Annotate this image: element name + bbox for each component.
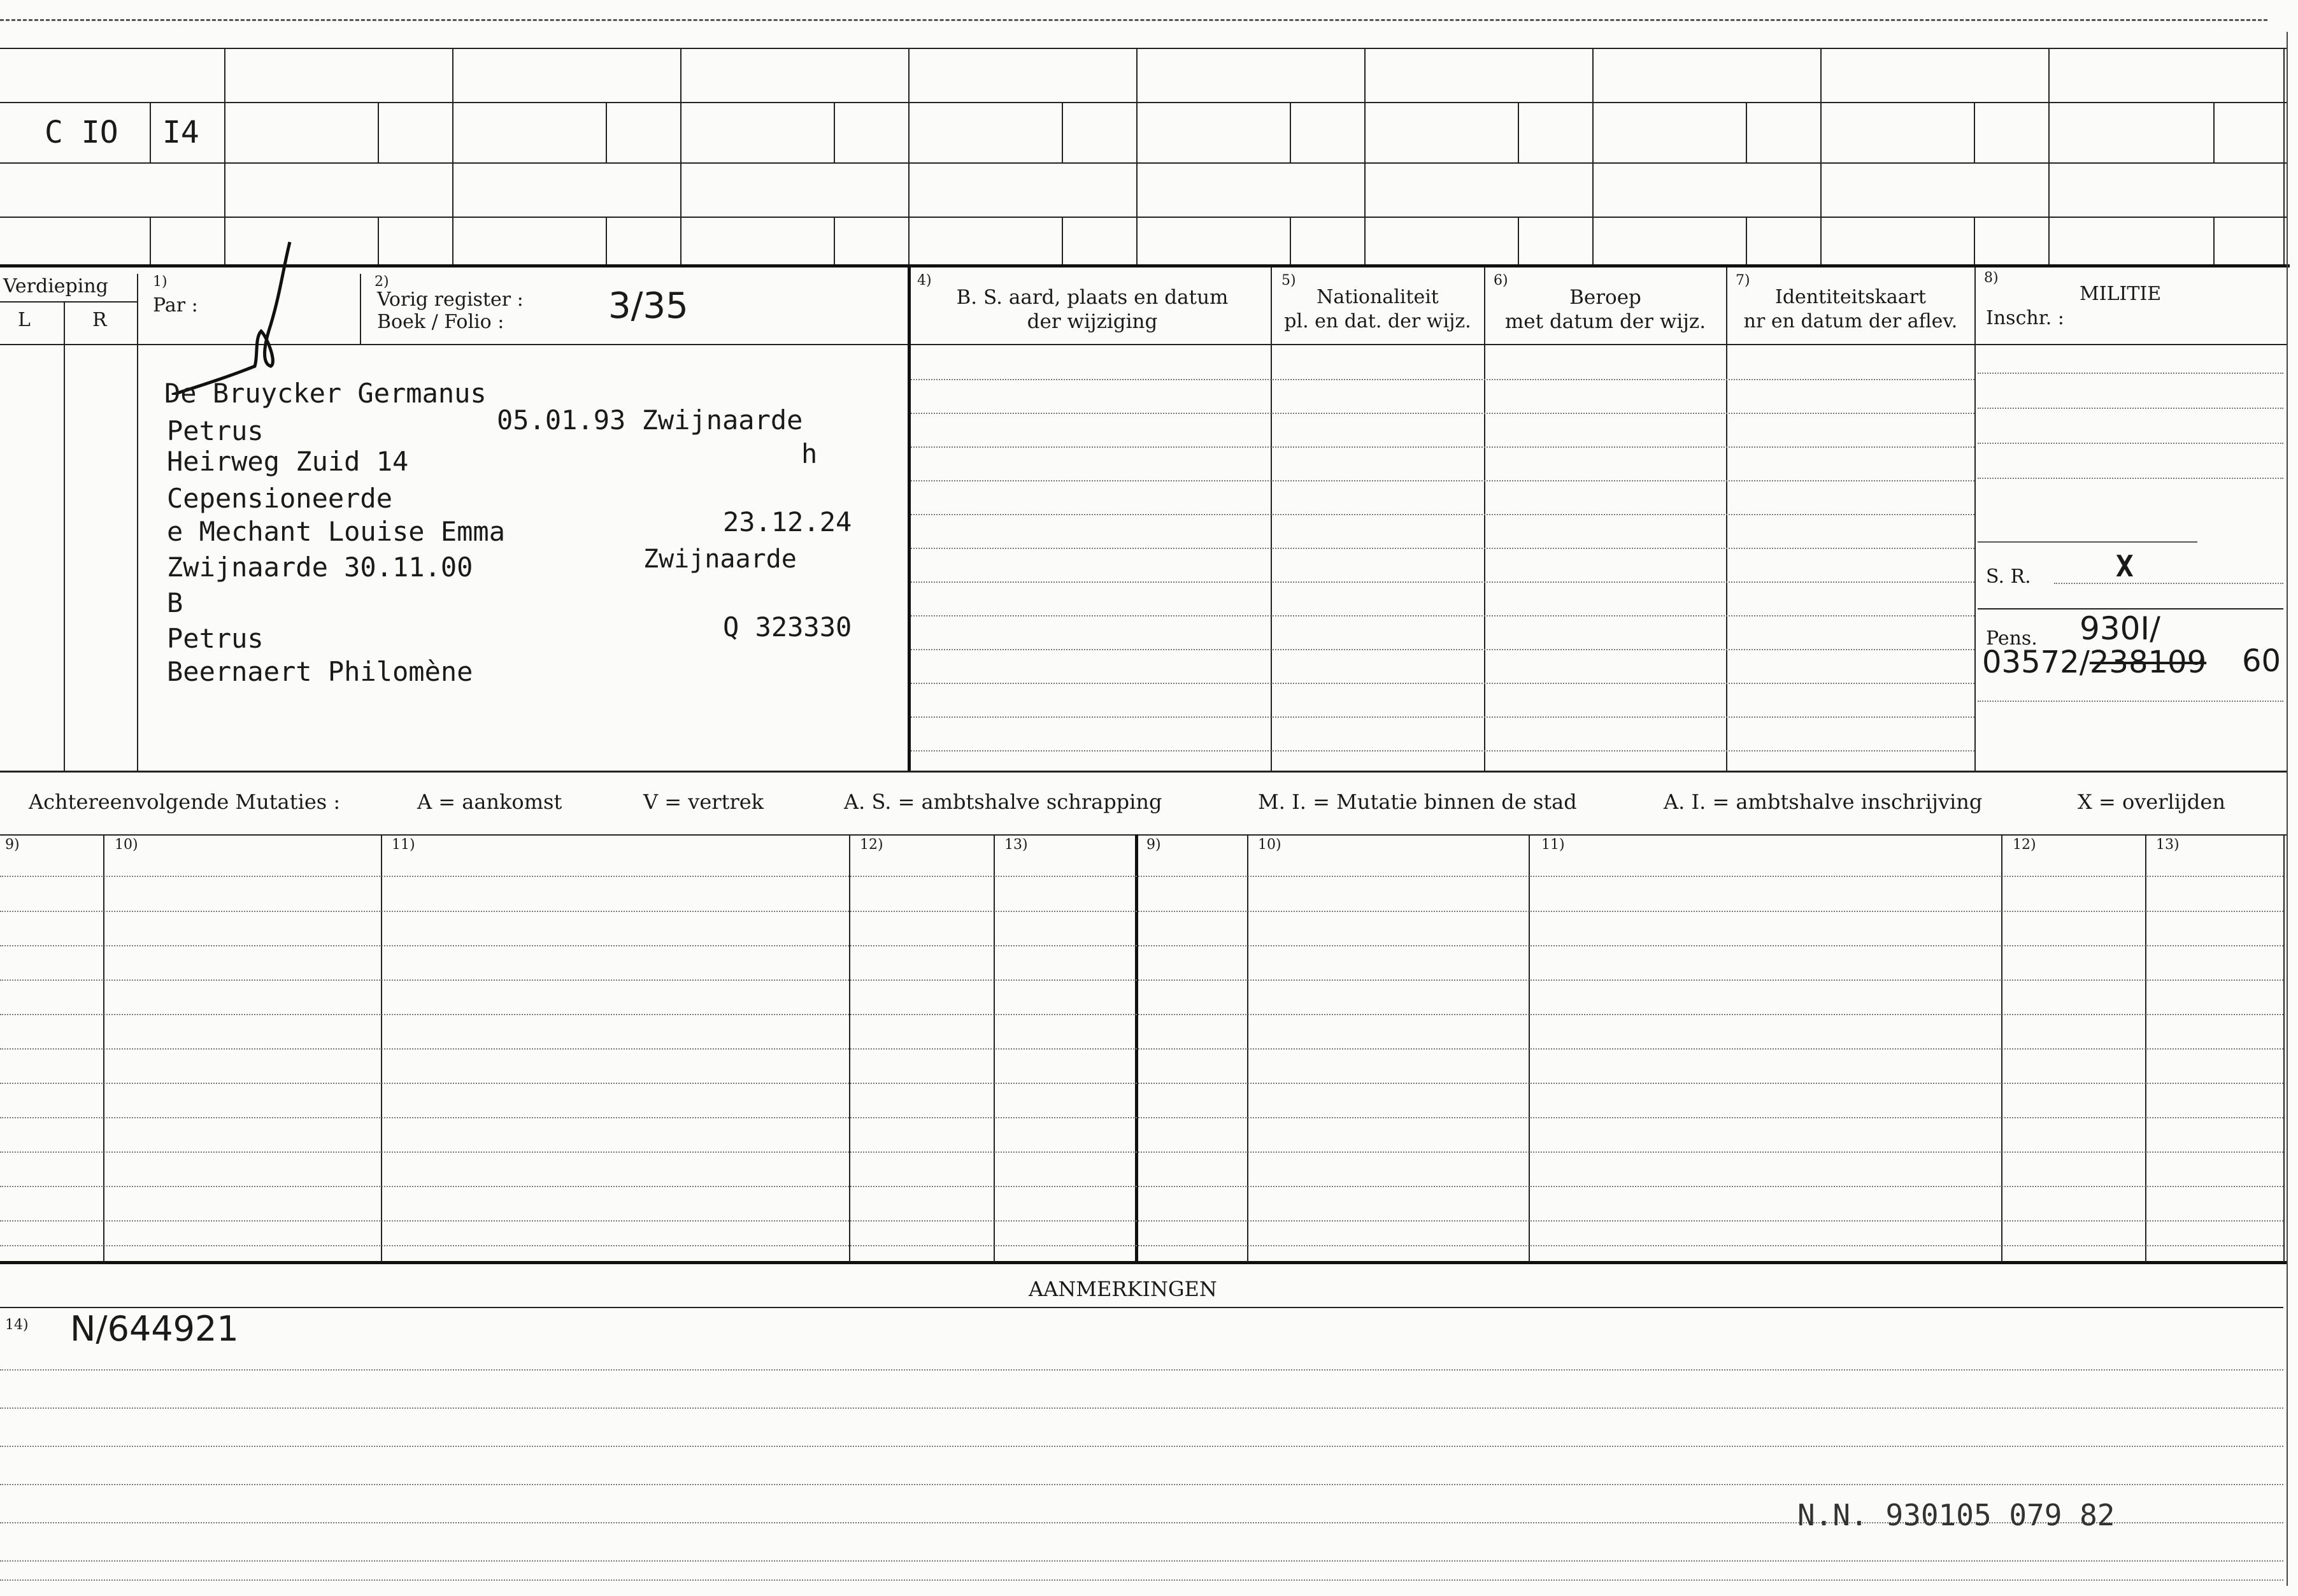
mut-col-label: 9) — [1146, 837, 1161, 853]
pens-label: Pens. — [1986, 627, 2038, 650]
militie-separator — [1978, 608, 2283, 609]
mut-col-label: 11) — [392, 837, 415, 853]
col-divider — [1271, 267, 1272, 771]
col-divider — [1974, 267, 1976, 771]
mutatie-a: A = aankomst — [417, 790, 562, 814]
person-spouse-birth: Zwijnaarde 30.11.00 — [167, 552, 473, 583]
pens-value2 — [1982, 645, 2206, 680]
person-spouse-date: 23.12.24 — [723, 506, 852, 538]
h4-num: 4) — [917, 273, 932, 289]
mut-bottom-line — [0, 1261, 2287, 1264]
h7-line2: nr en datum der aflev. — [1743, 310, 1958, 332]
par-pen-mark — [159, 236, 306, 395]
mutatie-x: X = overlijden — [2078, 790, 2225, 814]
mut-col-label: 10) — [1258, 837, 1281, 853]
sr-top-line — [1978, 541, 2197, 543]
col-divider — [137, 274, 138, 771]
grid-line-thick — [0, 264, 2290, 267]
person-name: De Bruycker Germanus — [164, 378, 487, 409]
dotted-line — [0, 1484, 2283, 1485]
pens-value3: 60 — [2242, 643, 2281, 679]
grid-col — [1364, 48, 1366, 264]
pens-value2b: 238109 — [2089, 645, 2207, 680]
grid-col — [1592, 48, 1594, 264]
grid-subcol — [1518, 102, 1519, 162]
header-bottom-line — [0, 344, 2287, 345]
person-block-bottom — [0, 771, 2287, 773]
grid-subcol — [1974, 217, 1975, 264]
dotted-line — [0, 1369, 2283, 1371]
grid-subcol — [1518, 217, 1519, 264]
dotted-line — [911, 750, 1974, 752]
mut-col-label: 13) — [2156, 837, 2180, 853]
pens-value1: 930I/ — [2080, 610, 2161, 647]
grid-subcol — [1290, 217, 1291, 264]
person-code: Q 323330 — [723, 611, 852, 643]
dotted-line — [0, 1446, 2283, 1447]
dotted-line — [911, 446, 1974, 448]
grid-line — [0, 48, 2287, 49]
grid-subcol — [2213, 217, 2215, 264]
dotted-line — [911, 480, 1974, 481]
grid-code-left: C IO — [45, 115, 118, 150]
grid-col — [2283, 48, 2285, 264]
person-mother: Beernaert Philomène — [167, 656, 473, 687]
grid-subcol — [150, 102, 151, 162]
grid-subcol — [606, 217, 607, 264]
dotted-line — [1978, 443, 2283, 444]
vorig-register-label: Vorig register : — [377, 289, 524, 311]
mutatie-as: A. S. = ambtshalve schrapping — [844, 790, 1162, 814]
aanmerkingen-title: AANMERKINGEN — [1029, 1277, 1217, 1301]
col-divider-lr — [64, 301, 65, 771]
par-label: Par : — [153, 294, 198, 317]
dotted-line — [1978, 701, 2283, 702]
person-birth: 05.01.93 Zwijnaarde — [497, 404, 803, 436]
dotted-line — [0, 876, 2283, 877]
person-b: B — [167, 587, 183, 618]
dotted-line — [1978, 408, 2283, 409]
dotted-line — [0, 1407, 2283, 1409]
mutatie-ai: A. I. = ambtshalve inschrijving — [1664, 790, 1983, 814]
mut-col-label: 12) — [2013, 837, 2036, 853]
grid-subcol — [1974, 102, 1975, 162]
grid-col — [1136, 48, 1138, 264]
h5-line2: pl. en dat. der wijz. — [1284, 310, 1471, 332]
h2-num: 2) — [375, 274, 389, 290]
col-divider-thick — [908, 267, 911, 771]
h4-line2: der wijziging — [1027, 310, 1158, 333]
h6-line2: met datum der wijz. — [1504, 310, 1706, 333]
dotted-line — [911, 379, 1974, 380]
boek-folio-label: Boek / Folio : — [377, 311, 504, 333]
h7-line1: Identiteitskaart — [1775, 286, 1926, 308]
h1-num: 1) — [153, 274, 168, 290]
h5-num: 5) — [1281, 273, 1296, 289]
dotted-line — [911, 683, 1974, 684]
right-edge-line — [2287, 32, 2288, 1586]
person-status: Cepensioneerde — [167, 483, 393, 514]
dotted-line — [0, 1048, 2283, 1050]
dotted-line — [911, 615, 1974, 616]
col-divider — [1726, 267, 1727, 771]
inschr-label: Inschr. : — [1986, 307, 2064, 329]
grid-col — [680, 48, 682, 264]
dotted-line — [0, 1083, 2283, 1084]
grid-col — [1820, 48, 1822, 264]
mut-col-label: 11) — [1541, 837, 1565, 853]
h6-num: 6) — [1494, 273, 1508, 289]
pens-value2a: 03572/ — [1982, 645, 2090, 680]
grid-subcol — [1746, 217, 1747, 264]
verdieping-label: Verdieping — [3, 275, 108, 297]
mutaties-title: Achtereenvolgende Mutaties : — [29, 790, 341, 814]
militie-title: MILITIE — [2080, 283, 2162, 305]
grid-subcol — [150, 217, 151, 264]
dotted-line — [911, 413, 1974, 414]
h7-num: 7) — [1736, 273, 1750, 289]
dotted-line — [0, 911, 2283, 912]
sr-dotted-line — [2054, 583, 2283, 584]
col-divider — [1484, 267, 1485, 771]
dotted-line — [0, 1579, 2283, 1581]
col-divider — [360, 274, 361, 344]
h6-line1: Beroep — [1569, 286, 1641, 309]
h7-header — [1728, 285, 1973, 334]
verdieping-r: R — [92, 309, 107, 331]
grid-line — [0, 217, 2287, 218]
h5-header — [1273, 285, 1483, 334]
grid-col — [2048, 48, 2050, 264]
grid-subcol — [378, 217, 379, 264]
dotted-line — [911, 716, 1974, 718]
dotted-line — [1978, 478, 2283, 479]
sr-value: X — [2116, 549, 2134, 583]
grid-line — [0, 162, 2287, 164]
mut-col-label: 9) — [5, 837, 20, 853]
dotted-line — [0, 945, 2283, 946]
mut-col — [2283, 834, 2285, 1262]
dotted-line — [911, 581, 1974, 583]
aanmerkingen-value: N/644921 — [70, 1309, 239, 1349]
dotted-line — [911, 514, 1974, 515]
mutatie-mi: M. I. = Mutatie binnen de stad — [1258, 790, 1577, 814]
top-edge-line — [0, 19, 2267, 21]
h4-header — [917, 285, 1267, 334]
mut-col-label: 10) — [115, 837, 138, 853]
grid-subcol — [834, 102, 835, 162]
dotted-line — [0, 980, 2283, 981]
grid-col — [908, 48, 910, 264]
aanmerkingen-num: 14) — [5, 1317, 29, 1333]
grid-subcol — [2213, 102, 2215, 162]
mut-col-label: 13) — [1004, 837, 1028, 853]
dotted-line — [0, 1151, 2283, 1153]
person-h-mark: h — [801, 438, 818, 469]
person-firstname: Petrus — [167, 415, 264, 446]
grid-subcol — [1746, 102, 1747, 162]
dotted-line — [0, 1220, 2283, 1222]
verdieping-split-line — [0, 301, 137, 303]
grid-subcol — [834, 217, 835, 264]
person-father: Petrus — [167, 623, 264, 654]
mut-col-label: 12) — [860, 837, 883, 853]
verdieping-l: L — [18, 309, 31, 331]
grid-subcol — [606, 102, 607, 162]
dotted-line — [0, 1014, 2283, 1015]
dotted-line — [0, 1186, 2283, 1187]
h5-line1: Nationaliteit — [1317, 286, 1439, 308]
grid-subcol — [1290, 102, 1291, 162]
grid-subcol — [1062, 102, 1063, 162]
dotted-line — [911, 548, 1974, 549]
person-spouse-place: Zwijnaarde — [643, 545, 797, 574]
sr-label: S. R. — [1986, 566, 2031, 588]
grid-code-right: I4 — [162, 115, 199, 150]
grid-col — [452, 48, 453, 264]
grid-line — [0, 102, 2287, 103]
mut-top-line — [0, 834, 2287, 836]
dotted-line — [0, 1560, 2283, 1562]
boek-folio-value: 3/35 — [608, 285, 689, 327]
dotted-line — [911, 649, 1974, 650]
h4-line1: B. S. aard, plaats en datum — [956, 286, 1229, 309]
grid-col — [224, 48, 225, 264]
person-spouse: e Mechant Louise Emma — [167, 516, 506, 547]
h6-header — [1486, 285, 1725, 334]
h8-num: 8) — [1984, 270, 1999, 286]
national-number: N.N. 930105 079 82 — [1797, 1498, 2115, 1532]
dotted-line — [1978, 373, 2283, 374]
mutatie-v: V = vertrek — [643, 790, 764, 814]
dotted-line — [0, 1117, 2283, 1118]
dotted-line — [0, 1245, 2283, 1246]
grid-subcol — [378, 102, 379, 162]
aanmerkingen-line — [0, 1307, 2283, 1308]
person-address: Heirweg Zuid 14 — [167, 446, 409, 477]
grid-subcol — [1062, 217, 1063, 264]
